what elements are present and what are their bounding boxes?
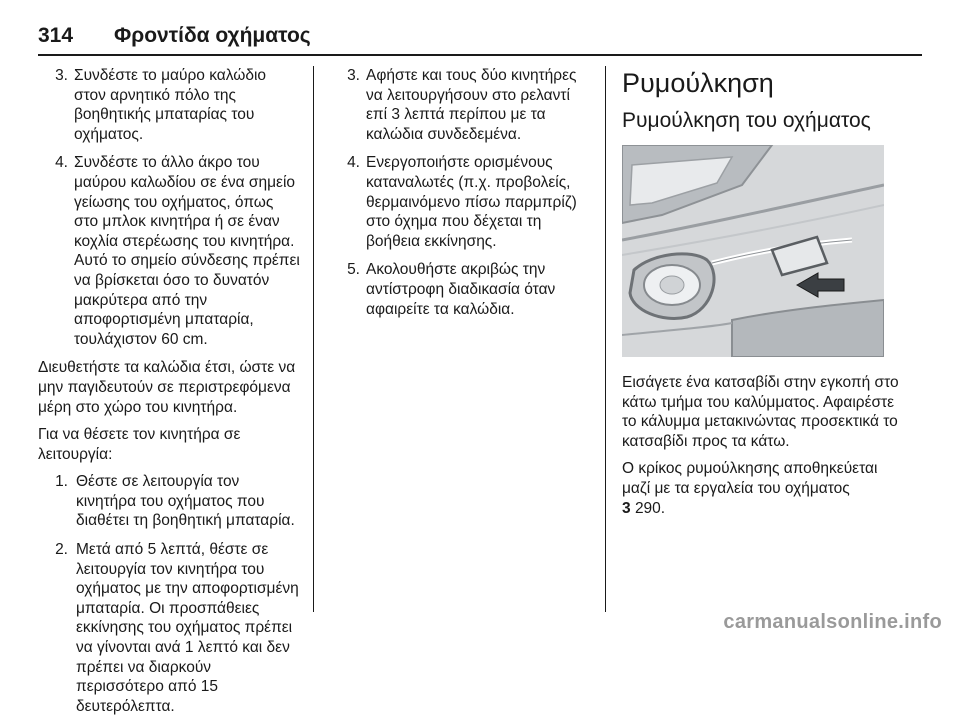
list-item [38, 66, 300, 144]
column-divider [313, 66, 314, 612]
column-middle [330, 66, 592, 328]
paragraph: Για να θέσετε τον κινητήρα σε λειτουργία: [38, 426, 241, 463]
list-item [38, 540, 300, 716]
tow-eye-cover-illustration [622, 145, 884, 357]
list-number: 3. [347, 67, 360, 84]
column-left [38, 66, 300, 725]
list-number: 2. [55, 541, 68, 559]
list-number: 4. [55, 154, 68, 172]
page-number: 314 [38, 24, 74, 47]
list-text: Αφήστε και τους δύο κινητήρες να λειτουργήσουν στο ρελαντί επί 3 λεπτά περίπου με τα καλώδια συνδεδεμένα. [366, 67, 577, 143]
list-text: Συνδέστε το άλλο άκρο του μαύρου καλωδίου σε ένα σημείο γείωσης του οχήματος, όπως στο μπλοκ κινητήρα ή σε έναν κοχλία στερέωσης του κινητήρα. Αυτό το σημείο σύνδεσης πρέπει να βρίσκεται όσο το δυνατόν μακρύτερα από την αποφορτισμένη μπαταρία, τουλάχιστον 60 cm. [74, 154, 300, 348]
list-item [330, 153, 592, 251]
list-item [38, 153, 300, 349]
watermark-text: carmanualsonline.info [723, 611, 942, 633]
section-subheading: Ρυμούλκηση του οχήματος [622, 109, 871, 132]
list-number: 1. [55, 473, 68, 491]
list-text: Μετά από 5 λεπτά, θέστε σε λειτουργία τον κινητήρα του οχήματος με την αποφορτισμένη μπαταρία. Οι προσπάθειες εκκίνησης του οχήματος πρέπει να γίνονται ανά 1 λεπτό και δεν πρέπει να διαρκούν περισσότερο από 15 δευτερόλεπτα. [76, 541, 299, 715]
column-right [622, 66, 902, 526]
list-text: Θέστε σε λειτουργία τον κινητήρα του οχήματος που διαθέτει τη βοηθητική μπαταρία. [76, 473, 295, 530]
column-divider [605, 66, 606, 612]
paragraph [622, 459, 902, 518]
list-text: Ακολουθήστε ακριβώς την αντίστροφη διαδικασία όταν αφαιρείτε τα καλώδια. [366, 261, 556, 318]
page-reference-icon: 3 [622, 499, 631, 517]
list-text: Συνδέστε το μαύρο καλώδιο στον αρνητικό πόλο της βοηθητικής μπαταρίας του οχήματος. [74, 67, 267, 143]
list-number: 4. [347, 154, 360, 172]
page-title: Φροντίδα οχήματος [114, 24, 311, 47]
list-text: Ενεργοποιήστε ορισμένους καταναλωτές (π.χ. προβολείς, θερμαινόμενο πίσω παρμπρίζ) στο όχημα που δέχεται τη βοήθεια εκκίνησης. [366, 154, 577, 250]
list-number: 5. [347, 261, 360, 279]
paragraph: Εισάγετε ένα κατσαβίδι στην εγκοπή στο κάτω τμήμα του καλύμματος. Αφαιρέστε το κάλυμμα μετακινώντας προσεκτικά το κατσαβίδι προς τα κάτω. [622, 374, 899, 450]
list-item [330, 66, 592, 144]
page-header [38, 24, 922, 56]
paragraph-text: Ο κρίκος ρυμούλκησης αποθηκεύεται μαζί με τα εργαλεία του οχήματος [622, 460, 878, 497]
list-item [38, 472, 300, 531]
list-number: 3. [55, 67, 68, 84]
paragraph: Διευθετήστε τα καλώδια έτσι, ώστε να μην παγιδευτούν σε περιστρεφόμενα μέρη στο χώρο του κινητήρα. [38, 359, 296, 416]
page-reference-link[interactable]: 290. [634, 499, 666, 517]
list-item [330, 260, 592, 319]
section-heading: Ρυμούλκηση [622, 68, 774, 98]
